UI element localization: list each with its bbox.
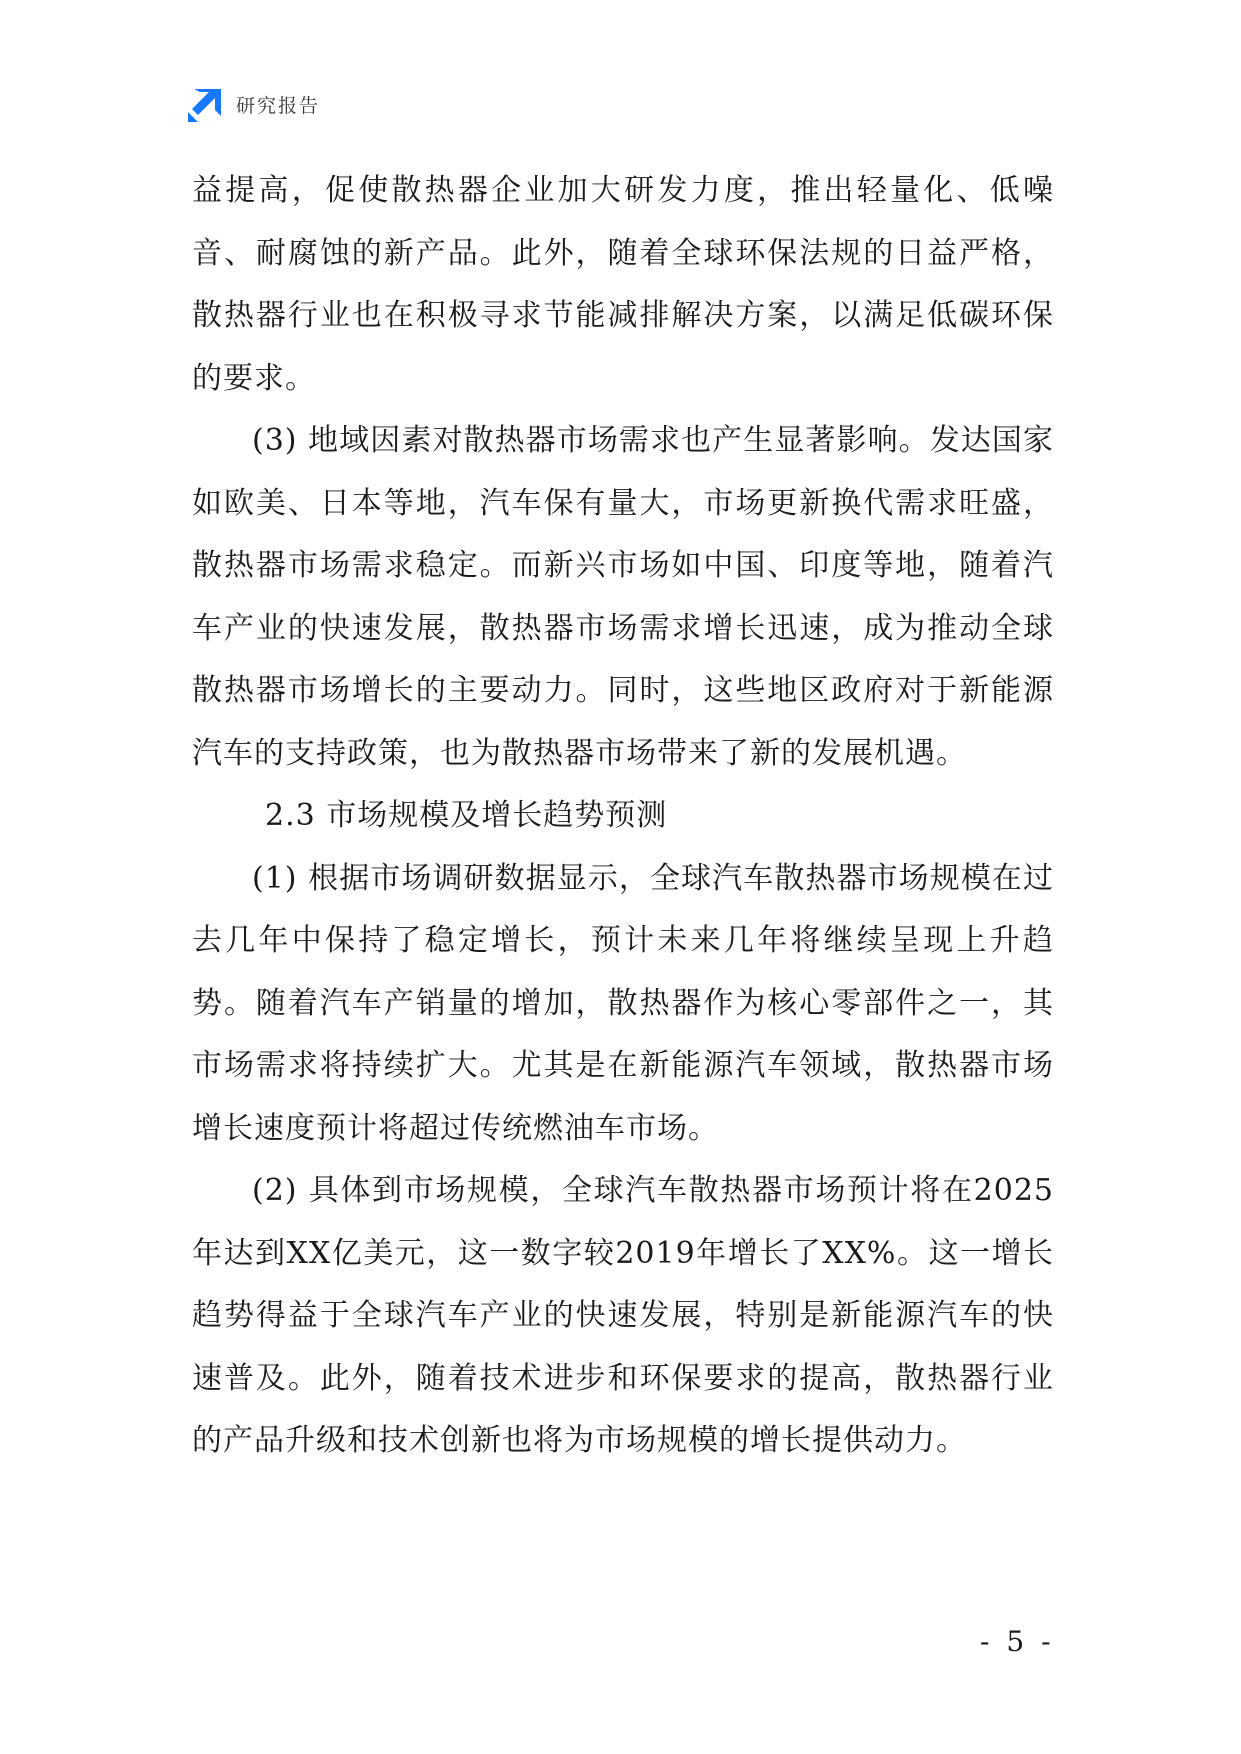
section-heading-2-3: 2.3 市场规模及增长趋势预测	[265, 798, 668, 833]
header-title: 研究报告	[236, 94, 321, 117]
paragraph-continuation: 益提高，促使散热器企业加大研发力度，推出轻量化、低噪音、耐腐蚀的新产品。此外，随着全球环保法规的日益严格，散热器行业也在积极寻求节能减排解决方案，以满足低碳环保的要求。	[192, 173, 1054, 396]
report-header	[188, 86, 320, 122]
paragraph-market-research: (1) 根据市场调研数据显示，全球汽车散热器市场规模在过去几年中保持了稳定增长，预计未来几年将继续呈现上升趋势。随着汽车产销量的增加，散热器作为核心零部件之一，其市场需求将持续扩大。尤其是在新能源汽车领域，散热器市场增长速度预计将超过传统燃油车市场。	[192, 860, 1054, 1146]
paragraph-regional-factors: (3) 地域因素对散热器市场需求也产生显著影响。发达国家如欧美、日本等地，汽车保有量大，市场更新换代需求旺盛，散热器市场需求稳定。而新兴市场如中国、印度等地，随着汽车产业的快速发展，散热器市场需求增长迅速，成为推动全球散热器市场增长的主要动力。同时，这些地区政府对于新能源汽车的支持政策，也为散热器市场带来了新的发展机遇。	[192, 423, 1054, 771]
paragraph-market-size: (2) 具体到市场规模，全球汽车散热器市场预计将在2025年达到XX亿美元，这一数字较2019年增长了XX%。这一增长趋势得益于全球汽车产业的快速发展，特别是新能源汽车的快速普及。此外，随着技术进步和环保要求的提高，散热器行业的产品升级和技术创新也将为市场规模的增长提供动力。	[192, 1173, 1054, 1458]
document-body	[192, 160, 1054, 1473]
page-number: - 5 -	[980, 1625, 1055, 1658]
arrow-up-right-icon	[188, 86, 224, 122]
